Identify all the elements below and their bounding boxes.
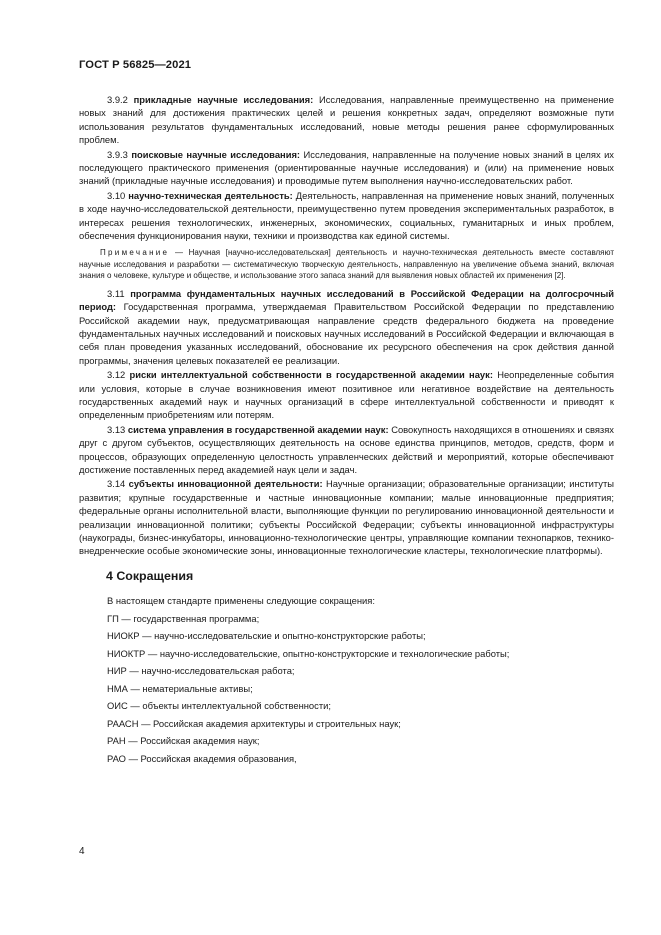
abbreviation-item: ГП — государственная программа;	[107, 612, 260, 624]
definitions-block-1	[79, 93, 614, 242]
definition-paragraph	[79, 93, 614, 147]
abbreviation-item: РАН — Российская академия наук;	[107, 735, 260, 747]
note	[79, 247, 614, 280]
definition-term: научно-техническая деятельность:	[128, 189, 293, 201]
definition-term: субъекты инновационной деятельности:	[128, 478, 323, 490]
definition-number: 3.9.2	[107, 94, 128, 105]
definition-text: Деятельность, направленная на применение новых знаний, полученных в ходе научно-исследовательской деятельности, преимущественно путем проведения экспериментальных разработок, в интересах решения технологических, инженерных, экономических, социальных, гуманитарных и иных проблем, обеспечения функционирования науки, техники и производства как единой системы.	[79, 189, 615, 242]
definition-term: прикладные научные исследования:	[133, 94, 314, 105]
definition-text: Неопределенные события или условия, которые в случае возникновения имеют позитивное или негативное воздействие на деятельность государственных академий наук и научных организаций в сфере интеллектуальной собственности и приводят к определенным приобретениям или потерям.	[79, 369, 614, 421]
definition-paragraph	[79, 423, 614, 477]
abbreviations-intro: В настоящем стандарте применены следующие сокращения:	[107, 595, 375, 607]
definition-number: 3.12	[107, 369, 126, 381]
abbreviations-list	[79, 592, 614, 767]
definition-paragraph	[79, 189, 614, 243]
page-content	[79, 93, 614, 767]
note-label: Примечание	[100, 248, 170, 258]
definition-number: 3.9.3	[107, 148, 128, 160]
abbreviation-item: ОИС — объекты интеллектуальной собственности;	[107, 700, 331, 712]
definition-term: система управления в государственной академии наук:	[127, 423, 389, 435]
page-number: 4	[79, 846, 85, 857]
abbreviation-item: НМА — нематериальные активы;	[107, 682, 253, 694]
definition-text: Совокупность находящихся в отношениях и связях друг с другом субъектов, осуществляющих деятельность на основе единства принципов, методов, средств, форм и процессов, образующих определенную целостность управленческих действий и мероприятий, которые обеспечивают достижение поставленных перед академией наук цели и задач.	[79, 423, 614, 476]
definition-term: программа фундаментальных научных исследований в Российской Федерации на долгосрочный период:	[79, 287, 614, 313]
abbreviation-item: НИОКР — научно-исследовательские и опытно-конструкторские работы;	[107, 630, 426, 642]
abbreviation-item: НИОКТР — научно-исследовательские, опытно-конструкторские и технологические работы;	[107, 647, 510, 659]
definition-number: 3.14	[107, 478, 126, 490]
definition-number: 3.13	[107, 423, 126, 435]
definition-text: Научные организации; образовательные организации; институты развития; крупные государственные и частные инновационные компании; малые инновационные предприятия; федеральные органы исполнительной власти, выполняющие функции по регулированию инновационной деятельности и реализации инновационной политики; субъекты Российской Федерации; субъекты инновационной инфраструктуры (наукограды, бизнес-инкубаторы, инновационно-технологические центры, управляющие компании технопарков, технико-внедренческие особые экономические зоны, инновационные технологические кластеры, технологические платформы).	[79, 478, 615, 557]
definition-paragraph	[79, 148, 614, 188]
definition-term: поисковые научные исследования:	[131, 148, 301, 160]
definition-paragraph	[79, 368, 614, 422]
note-text: — Научная [научно-исследовательская] деятельность и научно-техническая деятельность вместе составляют научные исследования и разработки — систематическую творческую деятельность, направленную на увеличение объема знаний, включая знания о человеке, культуре и обществе, и использование этого запаса знаний для выявления новых областей их применения [2].	[79, 248, 614, 280]
definition-paragraph	[79, 287, 614, 367]
definition-number: 3.11	[107, 287, 125, 299]
section-title: 4 Сокращения	[106, 568, 194, 583]
definition-term: риски интеллектуальной собственности в государственной академии наук:	[129, 369, 493, 381]
abbreviation-item: РААСН — Российская академия архитектуры и строительных наук;	[107, 717, 401, 729]
definitions-block-2	[79, 287, 614, 558]
definition-text: Государственная программа, утверждаемая Правительством Российской Федерации по представлению Российской академии наук, предусматривающая направление средств федерального бюджета на проведение фундаментальных научных исследований и поисковых научных исследований в Российской Федерации и включающая в себя план проведения указанных исследований, обоснование их ресурсного обеспечения на срок действия данной программы, значения целевых показателей ее реализации.	[79, 301, 614, 366]
abbreviation-item: РАО — Российская академия образования,	[107, 752, 297, 764]
definition-text: Исследования, направленные преимущественно на применение новых знаний для достижения практических целей и решения конкретных задач, определяют возможные пути использования результатов фундаментальных исследований, новые методы решения ранее сформулированных проблем.	[79, 94, 615, 146]
document-code: ГОСТ Р 56825—2021	[79, 59, 192, 71]
definition-paragraph	[79, 477, 614, 557]
definition-text: Исследования, направленные на получение новых знаний в целях их последующего практического применения (ориентированные научные исследования) и (или) на применение новых знаний (прикладные научные исследования) и проводимые путем выполнения научно-исследовательских работ.	[79, 148, 614, 187]
definition-number: 3.10	[107, 189, 126, 201]
abbreviation-item: НИР — научно-исследовательская работа;	[107, 665, 295, 677]
